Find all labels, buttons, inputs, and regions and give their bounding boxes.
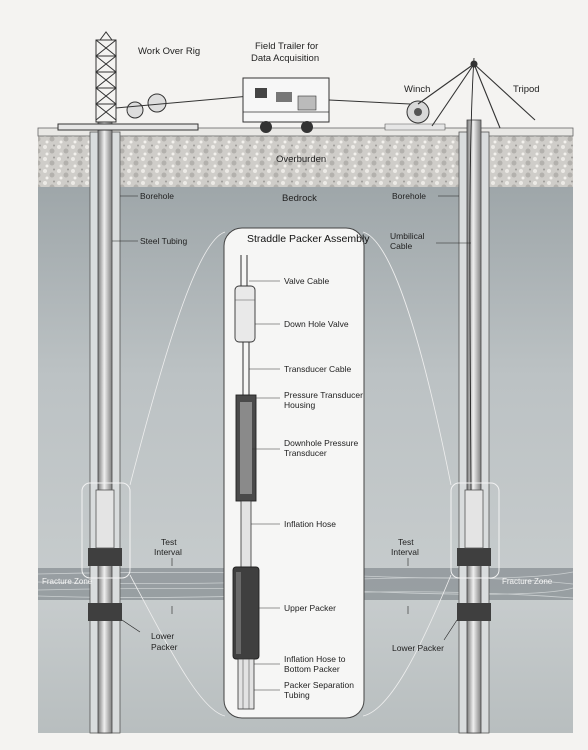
label-test-interval-right-2: Interval: [391, 547, 419, 557]
label-pressure-housing-1: Pressure Transducer: [284, 390, 363, 400]
label-valve-cable: Valve Cable: [284, 276, 330, 286]
label-inflation-bottom-2: Bottom Packer: [284, 664, 340, 674]
label-lower-packer-right: Lower Packer: [392, 643, 444, 653]
label-straddle-title: Straddle Packer Assembly: [247, 233, 370, 245]
label-fracture-zone-right: Fracture Zone: [502, 577, 553, 586]
label-lower-packer-left-2: Packer: [151, 642, 178, 652]
label-test-interval-right-1: Test: [398, 537, 414, 547]
label-field-trailer-2: Data Acquisition: [251, 53, 320, 64]
right-upper-packer: [457, 548, 491, 566]
left-upper-packer: [88, 548, 122, 566]
label-inflation-bottom-1: Inflation Hose to: [284, 654, 346, 664]
label-overburden: Overburden: [276, 154, 327, 165]
label-upper-packer: Upper Packer: [284, 603, 336, 613]
label-work-over-rig: Work Over Rig: [138, 46, 201, 57]
label-separation-2: Tubing: [284, 690, 310, 700]
label-transducer-cable: Transducer Cable: [284, 364, 352, 374]
right-lower-packer: [457, 603, 491, 621]
label-umbilical-1: Umbilical: [390, 231, 425, 241]
label-tripod: Tripod: [513, 84, 540, 95]
label-borehole-left: Borehole: [140, 191, 175, 201]
label-pressure-housing-2: Housing: [284, 400, 316, 410]
label-borehole-right: Borehole: [392, 191, 427, 201]
label-field-trailer-1: Field Trailer for: [255, 41, 319, 52]
left-lower-packer: [88, 603, 122, 621]
label-umbilical-2: Cable: [390, 241, 413, 251]
label-fracture-zone-left: Fracture Zone: [42, 577, 93, 586]
label-steel-tubing: Steel Tubing: [140, 236, 188, 246]
right-tubing: [467, 120, 481, 733]
label-down-hole-valve: Down Hole Valve: [284, 319, 349, 329]
left-steel-tubing: [98, 120, 112, 733]
label-lower-packer-left-1: Lower: [151, 631, 175, 641]
label-test-interval-left-2: Interval: [154, 547, 182, 557]
packer-assembly-drawing: [233, 255, 259, 709]
label-test-interval-left-1: Test: [161, 537, 177, 547]
label-downhole-pressure-1: Downhole Pressure: [284, 438, 359, 448]
label-bedrock: Bedrock: [282, 193, 317, 204]
label-downhole-pressure-2: Transducer: [284, 448, 327, 458]
label-winch: Winch: [404, 84, 431, 95]
label-separation-1: Packer Separation: [284, 680, 354, 690]
label-inflation-hose: Inflation Hose: [284, 519, 336, 529]
